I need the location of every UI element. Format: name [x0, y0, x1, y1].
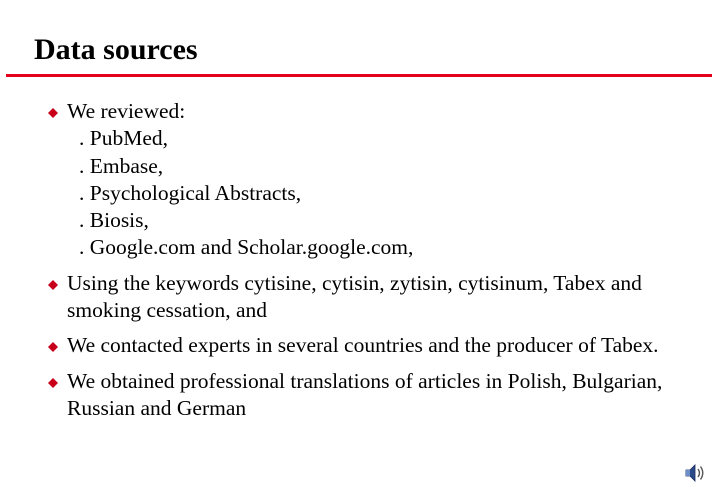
bullet-item [48, 98, 708, 262]
sub-item: . Google.com and Scholar.google.com, [79, 235, 414, 260]
bullet-text: We obtained professional translations of articles in Polish, Bulgarian, Russian and German [67, 368, 663, 420]
title-underline [6, 74, 712, 77]
bullet-text: Using the keywords cytisine, cytisin, zytisin, cytisinum, Tabex and smoking cessation, and [67, 270, 642, 323]
sub-item: . Biosis, [79, 208, 149, 233]
bullet-text: We reviewed: [67, 99, 186, 123]
sub-item: . Psychological Abstracts, [79, 180, 302, 205]
bullet-item [48, 270, 708, 325]
bullet-item [48, 368, 708, 423]
diamond-bullet-icon [48, 342, 58, 352]
speaker-icon[interactable] [684, 462, 708, 484]
bullet-item [48, 332, 708, 359]
sub-item: . Embase, [79, 153, 164, 178]
bullet-text: We contacted experts in several countries and the producer of Tabex. [67, 333, 659, 358]
diamond-bullet-icon [48, 280, 58, 290]
slide-title: Data sources [34, 33, 198, 66]
sub-item: . PubMed, [79, 126, 168, 151]
diamond-bullet-icon [48, 378, 58, 388]
bullet-list [48, 98, 708, 430]
database-list [67, 125, 708, 261]
diamond-bullet-icon [48, 108, 58, 118]
